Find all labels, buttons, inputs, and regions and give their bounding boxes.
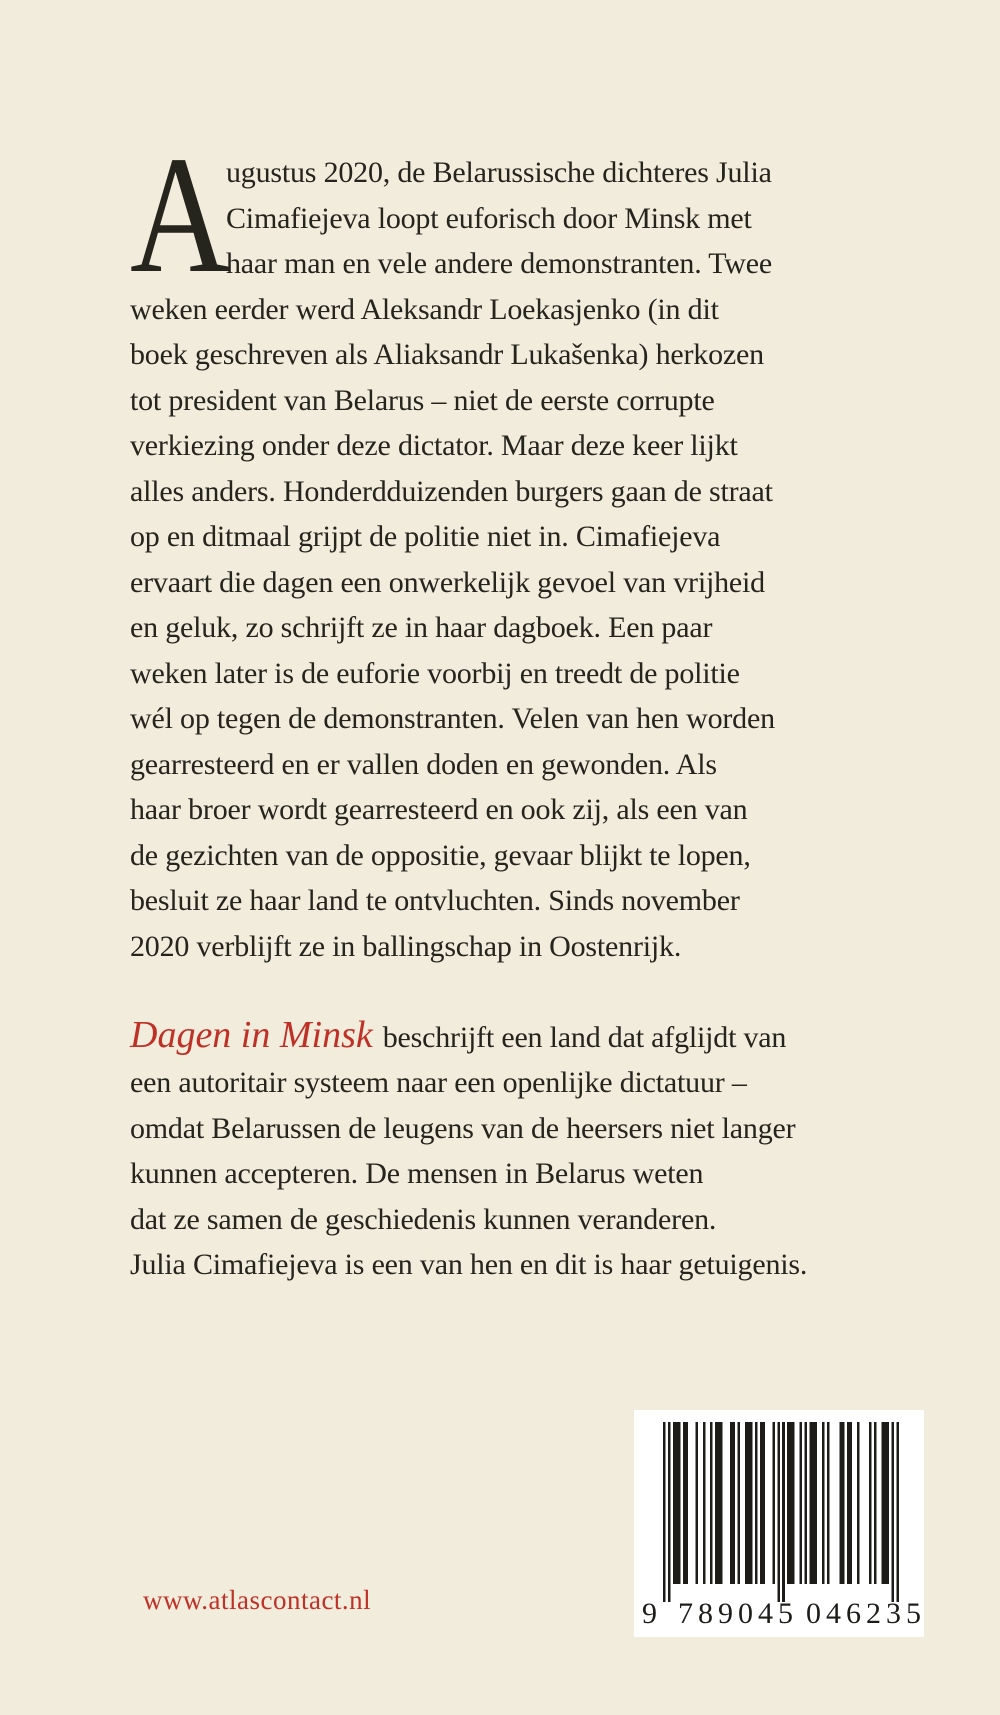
text-line: tot president van Belarus – niet de eerste corrupte: [130, 383, 715, 417]
barcode-digit-group-1: 9: [642, 1597, 657, 1630]
text-line: wél op tegen de demonstranten. Velen van hen worden: [130, 702, 775, 735]
text-line: boek geschreven als Aliaksandr Lukašenka) herkozen: [130, 338, 764, 371]
barcode-bars-image: [663, 1422, 899, 1602]
text-line: weken later is de euforie voorbij en treedt de politie: [130, 656, 740, 690]
text-line: gearresteerd en er vallen doden en gewonden. Als: [130, 747, 717, 781]
paragraph-2-first-line: [130, 1015, 908, 1061]
paragraph-1-lines: [130, 122, 908, 969]
text-line: Cimafiejeva loopt euforisch door Minsk met: [226, 201, 752, 235]
text-line: ugustus 2020, de Belarussische dichteres Julia: [226, 156, 772, 189]
text-line: verkiezing onder deze dictator. Maar deze keer lijkt: [130, 429, 738, 462]
barcode-digit-group-3: 046235: [806, 1597, 926, 1630]
text-line: een autoritair systeem naar een openlijke dictatuur –: [130, 1066, 747, 1099]
blurb-paragraph-1: [130, 122, 908, 969]
barcode-digits: [634, 1596, 924, 1632]
text-line: alles anders. Honderdduizenden burgers gaan de straat: [130, 474, 773, 508]
blurb-paragraph-2: [130, 1015, 908, 1288]
publisher-url: www.atlascontact.nl: [143, 1585, 372, 1615]
text-line: besluit ze haar land te ontvluchten. Sinds november: [130, 884, 740, 917]
text-line: en geluk, zo schrijft ze in haar dagboek. Een paar: [130, 611, 713, 644]
text-line: ervaart die dagen een onwerkelijk gevoel van vrijheid: [130, 565, 765, 599]
text-line: Julia Cimafiejeva is een van hen en dit is haar getuigenis.: [130, 1248, 808, 1281]
text-line: haar broer wordt gearresteerd en ook zij, als een van: [130, 793, 748, 826]
text-line: dat ze samen de geschiedenis kunnen veranderen.: [130, 1202, 717, 1236]
paragraph-2-lines: [130, 1060, 908, 1288]
text-line: kunnen accepteren. De mensen in Belarus weten: [130, 1157, 704, 1190]
blurb: [130, 122, 908, 1288]
text-line: omdat Belarussen de leugens van de heersers niet langer: [130, 1111, 796, 1145]
barcode-digit-group-2: 789045: [678, 1597, 798, 1630]
text-line: de gezichten van de oppositie, gevaar blijkt te lopen,: [130, 838, 751, 872]
dropcap-letter: A: [130, 122, 230, 308]
text-line: weken eerder werd Aleksandr Loekasjenko (in dit: [130, 292, 719, 326]
text-line: 2020 verblijft ze in ballingschap in Oostenrijk.: [130, 929, 682, 963]
text-line: haar man en vele andere demonstranten. Twee: [226, 247, 772, 280]
text-line: op en ditmaal grijpt de politie niet in. Cimafiejeva: [130, 520, 721, 553]
book-title: Dagen in Minsk: [130, 1013, 373, 1056]
barcode: [634, 1410, 924, 1637]
paragraph-2-line1-text: beschrijft een land dat afglijdt van: [382, 1020, 787, 1054]
